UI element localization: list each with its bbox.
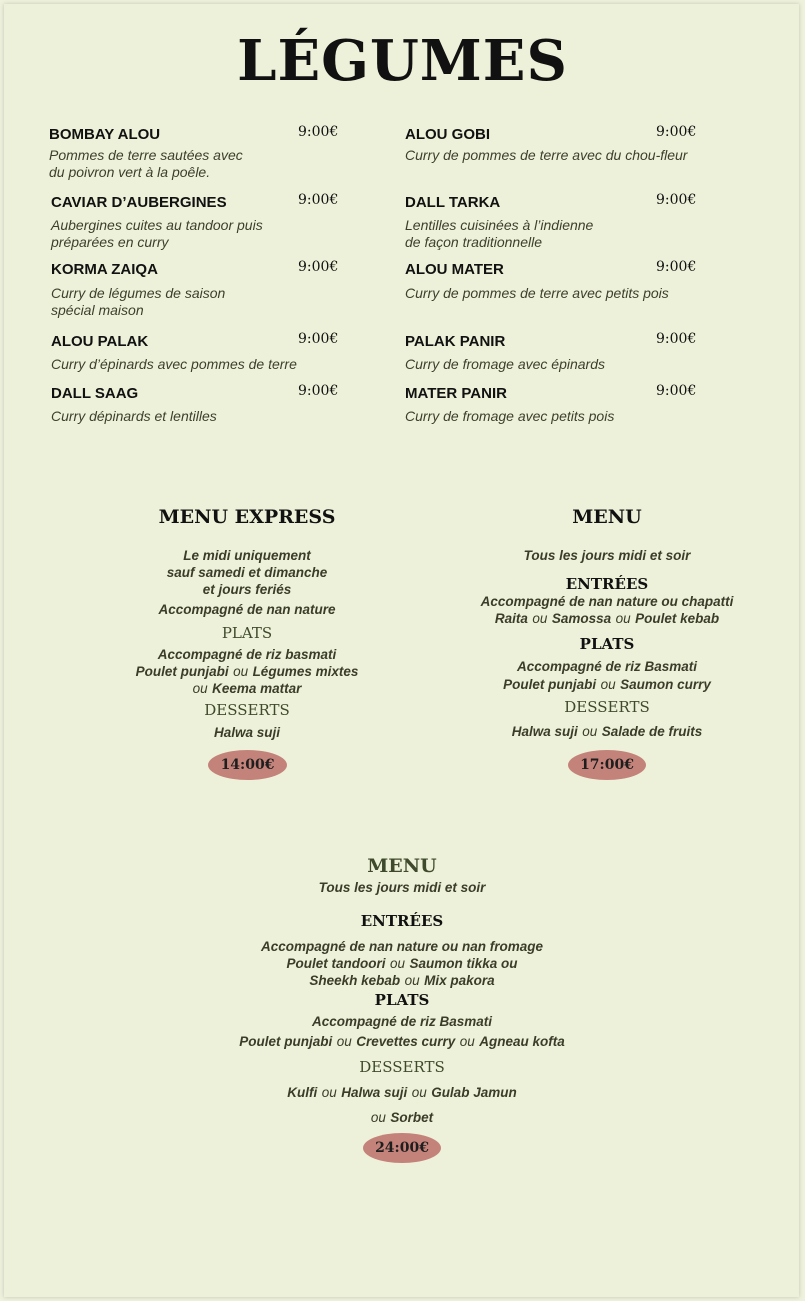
menu-note: Tous les jours midi et soir [523,548,691,563]
choice: Poulet punjabi [135,664,229,679]
or-word: ou [532,611,548,626]
choice: Saumon curry [620,677,711,692]
dish-name: ALOU PALAK [51,333,149,350]
dish-price: 9:00€ [298,383,339,399]
choice: Kulfi [287,1085,318,1100]
dish-price: 9:00€ [298,124,339,140]
entrees-choices [202,955,602,973]
choice: Poulet tandoori [286,956,386,971]
choice: Légumes mixtes [252,664,359,679]
choice: Halwa suji [341,1085,408,1100]
plats-choices [97,663,397,681]
dish-price: 9:00€ [656,331,697,347]
dish-description: Curry de fromage avec petits pois [405,408,615,424]
desserts-label: DESSERTS [204,701,290,719]
or-word: ou [459,1034,475,1049]
entrees-choices [202,972,602,990]
dessert-choices [202,1109,602,1127]
choice: Sheekh kebab [309,973,401,988]
dish-price: 9:00€ [656,192,697,208]
dish-description: Curry dépinards et lentilles [51,408,217,424]
choice: Keema mattar [212,681,302,696]
choice: Saumon tikka ou [409,956,518,971]
accompaniment-line [97,601,397,619]
or-word: ou [321,1085,337,1100]
dish-name: CAVIAR D’AUBERGINES [51,194,227,211]
menu-title: MENU [367,855,437,877]
plats-choices [202,1033,602,1051]
or-word: ou [615,611,631,626]
choice: Halwa suji [511,724,578,739]
choice: Salade de fruits [601,724,703,739]
choice: Samossa [551,611,612,626]
dish-price: 9:00€ [298,259,339,275]
entrees-line: Accompagné de nan nature ou nan fromage [260,939,544,954]
menu-title: MENU [572,506,642,528]
page-title: LÉGUMES [237,28,568,94]
dessert: Halwa suji [213,725,281,740]
plats-choices [457,676,757,694]
or-word: ou [233,664,249,679]
dish-description: Curry de pommes de terre avec petits pois [405,285,669,301]
dish-price: 9:00€ [656,383,697,399]
plats-line: Accompagné de riz basmati [157,647,337,662]
dish-name: PALAK PANIR [405,333,506,350]
menu-note: sauf samedi et dimanche [166,565,328,580]
or-word: ou [411,1085,427,1100]
dish-price: 9:00€ [298,192,339,208]
dish-name: MATER PANIR [405,385,507,402]
choice: Agneau kofta [479,1034,565,1049]
or-word: ou [370,1110,386,1125]
dish-name: DALL SAAG [51,385,139,402]
menu-note: Le midi uniquement [183,548,311,563]
dish-name: DALL TARKA [405,194,501,211]
entrees-line: Accompagné de nan nature ou chapatti [480,594,734,609]
plats-label: PLATS [221,624,273,642]
choice: Mix pakora [424,973,495,988]
dish-description: Lentilles cuisinées à l’indienne de façon traditionnelle [405,217,594,250]
dish-price: 9:00€ [298,331,339,347]
price-badge: 17:00€ [568,750,646,780]
or-word: ou [404,973,420,988]
dish-name: ALOU MATER [405,261,504,278]
dish-price: 9:00€ [656,259,697,275]
dish-name: BOMBAY ALOU [49,126,161,143]
dish-description: Curry de légumes de saison spécial maison [51,285,226,318]
plats-label: PLATS [579,635,635,653]
plats-line: Accompagné de riz Basmati [516,659,698,674]
choice: Crevettes curry [356,1034,456,1049]
choice: Poulet punjabi [239,1034,333,1049]
menu-note: Tous les jours midi et soir [318,880,486,895]
choice: Raita [494,611,528,626]
entrees-label: ENTRÉES [565,575,649,593]
desserts-label: DESSERTS [359,1058,445,1076]
accompaniment-value: nan nature [266,602,336,617]
menu-note: et jours feriés [202,582,292,597]
dish-name: KORMA ZAIQA [51,261,158,278]
menu-express-title: MENU EXPRESS [158,506,336,528]
choice: Gulab Jamun [431,1085,517,1100]
price-badge: 14:00€ [208,750,287,780]
choice: Poulet punjabi [503,677,597,692]
dish-description: Aubergines cuites au tandoor puis préparées en curry [51,217,263,250]
price-badge: 24:00€ [363,1133,441,1163]
or-word: ou [582,724,598,739]
choice: Poulet kebab [635,611,720,626]
or-word: ou [192,681,208,696]
choice: Sorbet [390,1110,434,1125]
or-word: ou [336,1034,352,1049]
plats-label: PLATS [374,991,430,1009]
dish-name: ALOU GOBI [405,126,490,143]
dessert-choices [457,723,757,741]
or-word: ou [389,956,405,971]
or-word: ou [600,677,616,692]
dish-price: 9:00€ [656,124,697,140]
plats-line: Accompagné de riz Basmati [311,1014,493,1029]
entrees-choices [457,610,757,628]
plats-choices [97,680,397,698]
accompaniment-prefix: Accompagné de [158,602,267,617]
entrees-label: ENTRÉES [360,912,444,930]
dish-description: Pommes de terre sautées avec du poivron vert à la poêle. [49,147,243,180]
dish-description: Curry d’épinards avec pommes de terre [51,356,297,372]
desserts-label: DESSERTS [564,698,650,716]
dessert-choices [202,1084,602,1102]
dish-description: Curry de pommes de terre avec du chou-fleur [405,147,688,163]
dish-description: Curry de fromage avec épinards [405,356,605,372]
